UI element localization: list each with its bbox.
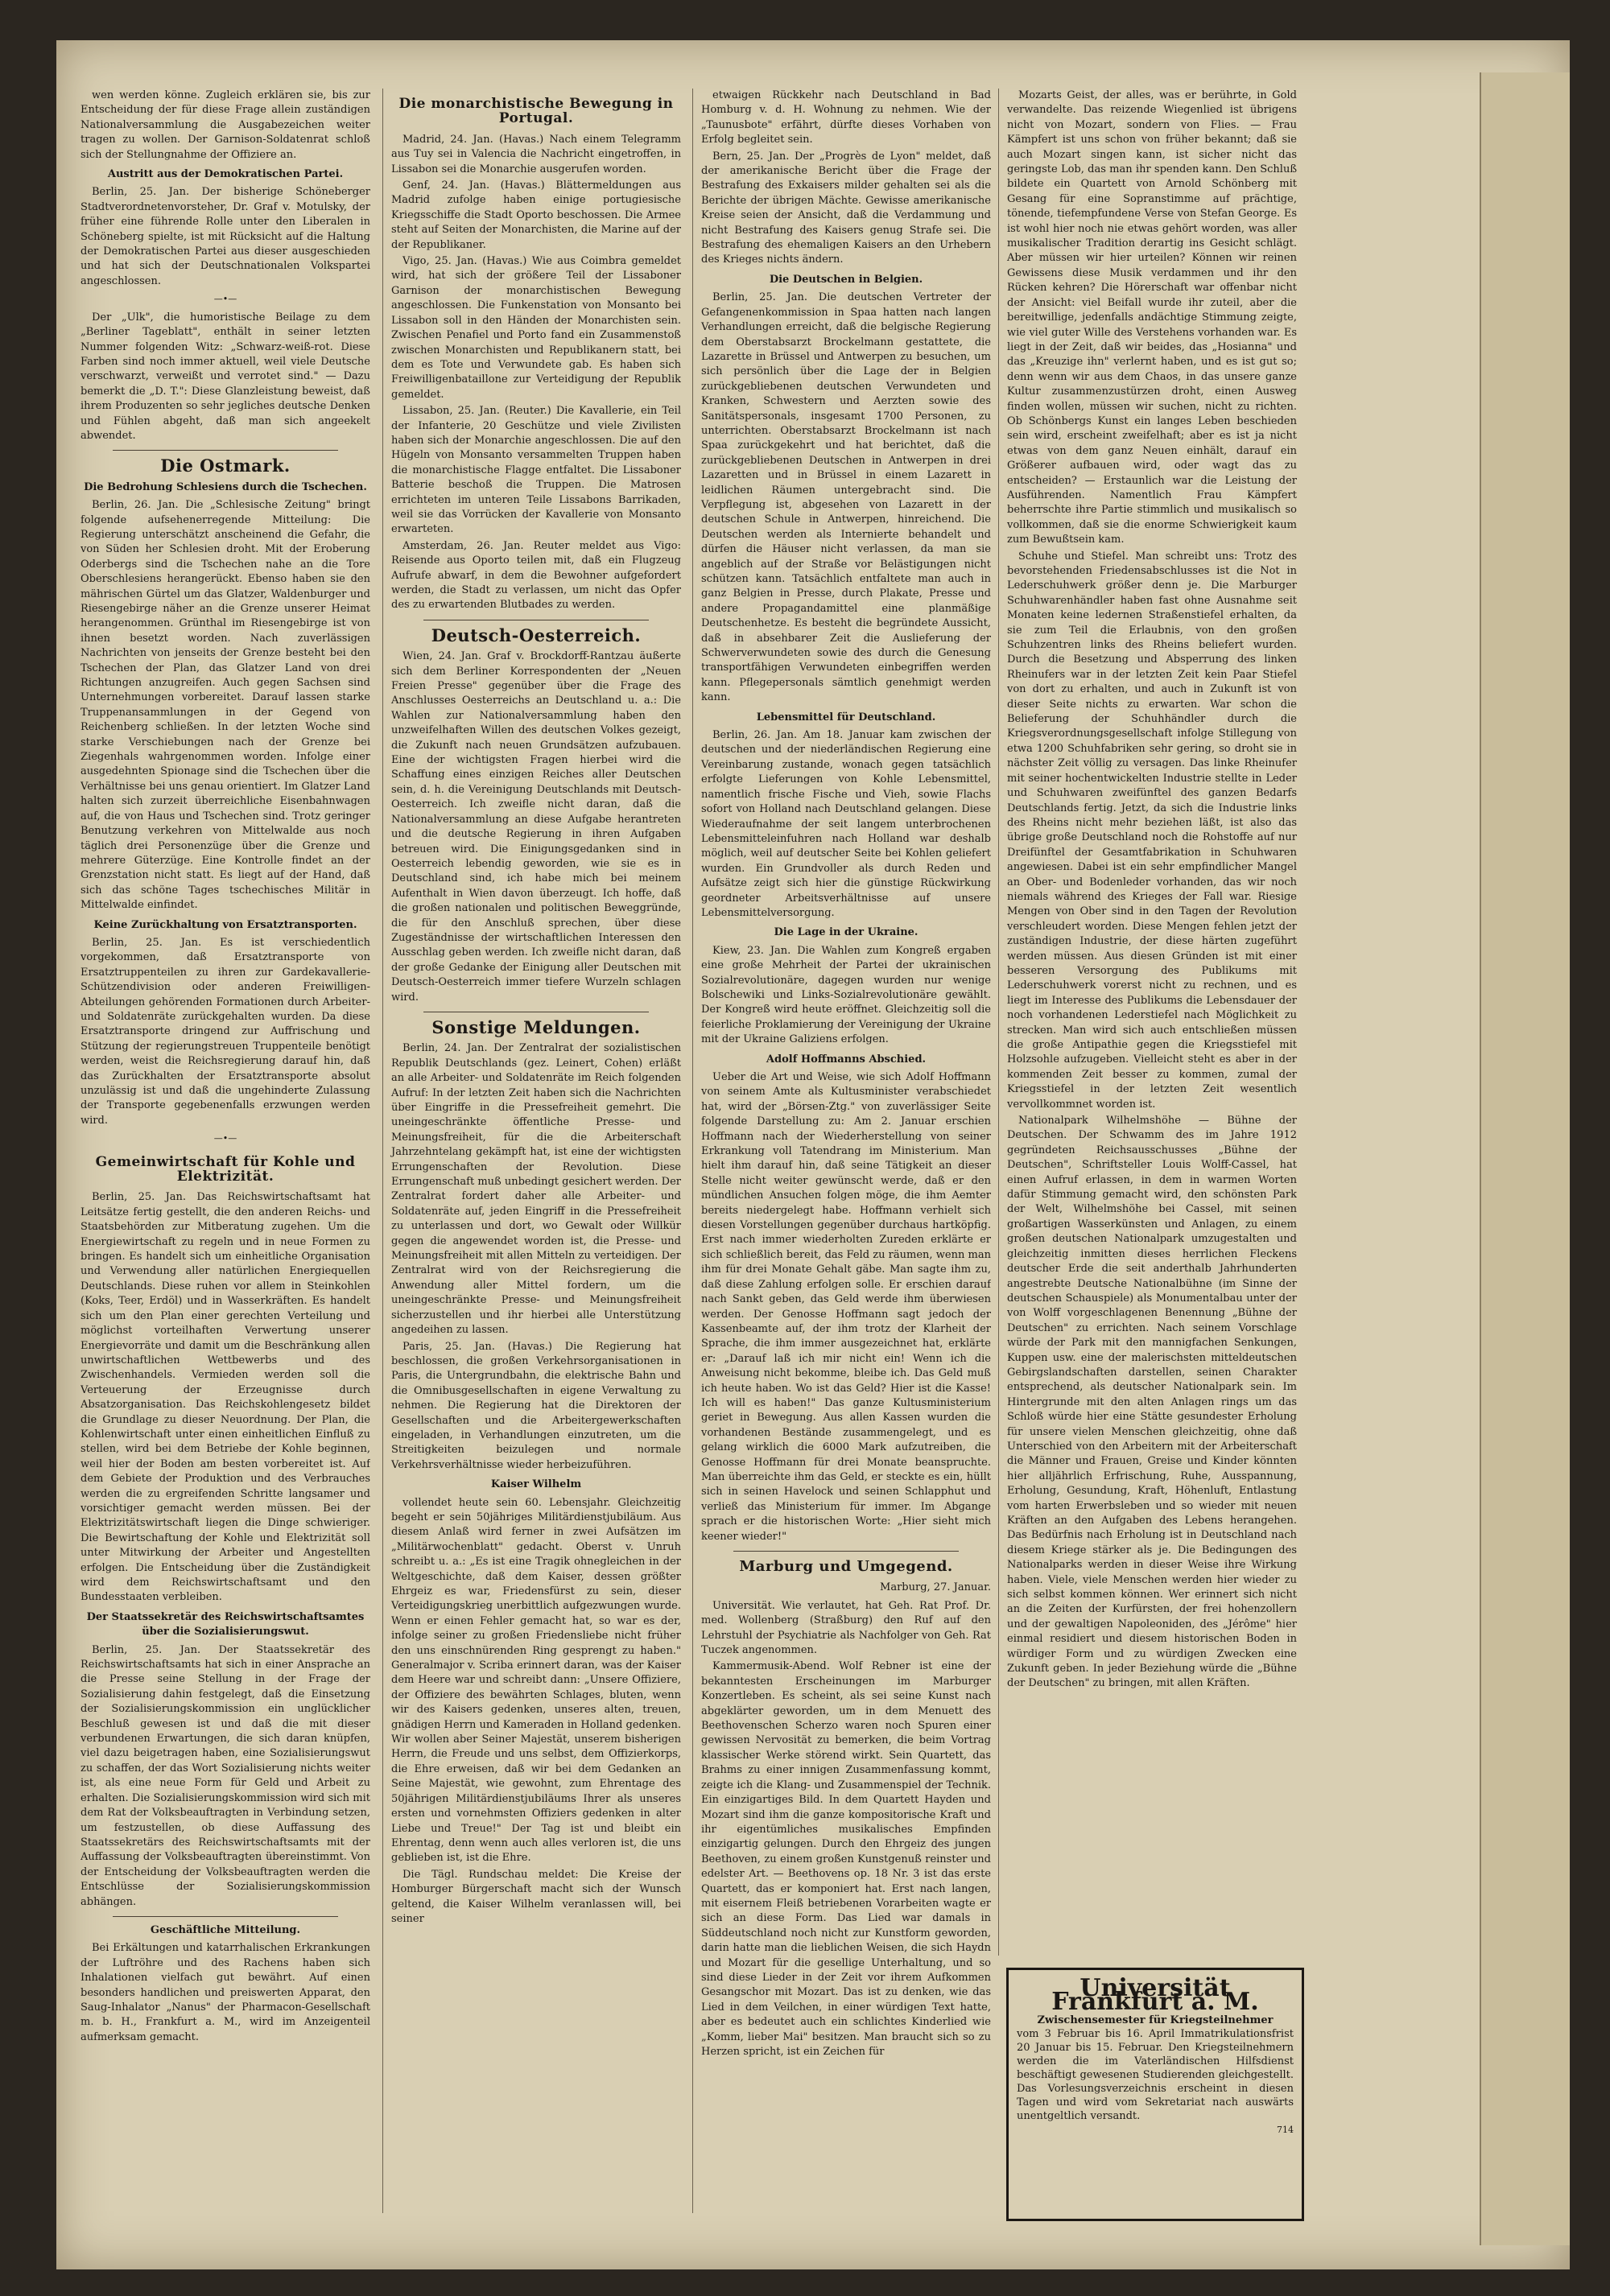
paragraph: Paris, 25. Jan. (Havas.) Die Regierung hat beschlossen, die großen Verkehrsorganisationen in Paris, die Untergrundbahn, die elektrische Bahn und die Omnibusgesellschaften in eigene Verwaltung zu nehmen. Die Regierung hat die Direktoren der Gesellschaften und die Arbeitergewerkschaften eingeladen, in Verhandlungen einzutreten, um die Streitigkeiten beizulegen und normale Verkehrsverhältnisse wieder herbeizuführen. — [391, 1340, 681, 1471]
dateline: Marburg, 27. Januar. — [880, 1581, 991, 1594]
section-heading: Gemeinwirtschaft für Kohle und Elektrizität. — [95, 1153, 356, 1185]
section-heading: Marburg und Umgegend. — [739, 1558, 953, 1575]
paragraph: Der „Ulk", die humoristische Beilage zu dem „Berliner Tageblatt", enthält in seiner letzten Nummer folgenden Witz: „Schwarz-weiß-rot. Diese Farben sind noch immer aktuell, weil viele Deutsche verschwarzt, verweißt und verrotet sind." — Dazu bemerkt die „D. T.": Diese Glanzleistung beweist, daß ihrem Produzenten so sehr jegliches deutsche Denken und Fühlen abgeht, daß man sich angeekelt abwendet. — [80, 311, 370, 442]
rule — [733, 1551, 959, 1552]
newspaper-page — [56, 40, 1570, 2269]
separator-star: —•— — [213, 1133, 237, 1144]
ad-body: vom 3 Februar bis 16. April Immatrikulationsfrist 20 Januar bis 15. Februar. Den Kriegsteilnehmern werden die im Vaterländischen Hilfsdienst beschäftigt gewesenen Studierenden gleichgestellt. Das Vorlesungsverzeichnis erscheint in diesen Tagen und wird vom Sekretariat nach auswärts unentgeltlich versandt. — [1017, 2028, 1294, 2122]
subheading: Adolf Hoffmanns Abschied. — [766, 1053, 927, 1066]
rule — [113, 1916, 338, 1917]
paragraph: Wien, 24. Jan. Graf v. Brockdorff-Rantzau äußerte sich dem Berliner Korrespondenten der „Neuen Freien Presse" gegenüber über die Frage des Anschlusses Oesterreichs an Deutschland u. a.: Die Wahlen zur Nationalversammlung haben den unzweifelhaften Willen des deutschen Volkes gezeigt, die Zukunft nach neuen Grundsätzen aufzubauen. Eine der wichtigsten Fragen hierbei wird die Schaffung eines einzigen Reiches aller Deutschen sein, d. h. die Vereinigung Deutschlands mit Deutsch-Oesterreich. Ich zweifle nicht daran, daß die Nationalversammlung an diese Aufgabe herantreten und die deutsche Regierung in ihren Aufgaben betreuen wird. Die Einigungsgedanken sind in Oesterreich lebendig geworden, wie sie es in Deutschland sind, ich habe mich bei meinem Aufenthalt in Wien davon überzeugt. Ich hoffe, daß die großen nationalen und politischen Beweggründe, die für den Anschluß sprechen, über diese Zugeständnisse der wirtschaftlichen Interessen den Ausschlag geben werden. Ich zweifle nicht daran, daß der große Gedanke der Einigung aller Deutschen mit Deutsch-Oesterreich immer tiefere Wurzeln schlagen wird. — [391, 650, 681, 1004]
subheading: Lebensmittel für Deutschland. — [756, 711, 936, 723]
column-4 — [998, 89, 1297, 1956]
paragraph: Vigo, 25. Jan. (Havas.) Wie aus Coimbra gemeldet wird, hat sich der größere Teil der Lissaboner Garnison der monarchistischen Bewegung angeschlossen. Die Funkenstation von Monsanto bei Lissabon soll in den Händen der Monarchisten sein. Zwischen Penafiel und Porto fand ein Zusammenstoß zwischen Monarchisten und Republikanern statt, bei dem es Tote und Verwundete gab. Es haben sich Freiwilligenbataillone zur Verteidigung der Republik gemeldet. — [391, 255, 681, 401]
paragraph: Berlin, 25. Jan. Der bisherige Schöneberger Stadtverordnetenvorsteher, Dr. Graf v. Motulsky, der früher eine führende Rolle unter den Liberalen in Schöneberg spielte, ist mit Rücksicht auf die Haltung der Demokratischen Partei aus dieser ausgeschieden und hat sich der Deutschnationalen Volkspartei angeschlossen. — [80, 186, 370, 287]
separator-star: —•— — [213, 294, 237, 305]
paragraph: Mozarts Geist, der alles, was er berührte, in Gold verwandelte. Das reizende Wiegenlied ist übrigens nicht von Mozart, sondern von Flies. — Frau Kämpfert ist uns schon von früher bekannt; daß sie auch Mozart singen kann, ist sicher nicht das geringste Lob, das man ihr spenden kann. Den Schluß bildete ein Quartett von Arnold Schönberg mit Gesang für eine Sopranstimme auf prächtige, tönende, tiefempfundene Verse von Stefan George. Es ist wohl hier noch nie etwas gehört worden, was aller musikalischer Tradition derartig ins Gesicht schlägt. Aber müssen wir hier urteilen? Können wir reinen Gewissens diese Musik verdammen und ihr den Rücken kehren? Die Hörerschaft war offenbar nicht der Ansicht: viel Beifall wurde ihr zuteil, aber die bereitwillige, jedenfalls andächtige Stimmung zeigte, wie viel guter Wille des Verstehens vorhanden war. Es liegt in der Zeit, daß wir beides, das „Hosianna" und das „Kreuzige ihn" verlernt haben, und es ist gut so; denn wenn wir aus dem Chaos, in das unsere ganze Kultur zusammenzustürzen droht, einen Ausweg finden wollen, müssen wir suchen, nicht zu richten. Ob Schönbergs Kunst ein langes Leben beschieden sein wird, erscheint zweifelhaft; aber es ist ja nicht etwas von dem ganz Neuen einhält, darauf ein Größerer aufbauen wird, oder wagt das zu entscheiden? — Erstaunlich war die Leistung der Ausführenden. Namentlich Frau Kämpfert beherrschte ihre Partie stimmlich und musikalisch so vollkommen, daß sie die enorme Schwierigkeit kaum zum Bewußtsein kam. — [1007, 89, 1297, 546]
paragraph: Genf, 24. Jan. (Havas.) Blättermeldungen aus Madrid zufolge haben einige portugiesische Kriegsschiffe die Stadt Oporto beschossen. Die Armee steht auf Seiten der Monarchisten, die Marine auf der der Republikaner. — [391, 179, 681, 251]
subheading: Die Lage in der Ukraine. — [774, 926, 919, 939]
subheading: Die Deutschen in Belgien. — [769, 273, 923, 286]
paragraph: Bei Erkältungen und katarrhalischen Erkrankungen der Luftröhre und des Rachens haben sich Inhalationen vielfach gut bewährt. Auf einen besonders handlichen und preiswerten Apparat, den Saug-Inhalator „Nanus" der Pharmacon-Gesellschaft m. b. H., Frankfurt a. M., wird im Anzeigenteil aufmerksam gemacht. — [80, 1942, 370, 2043]
paragraph: Bern, 25. Jan. Der „Progrès de Lyon" meldet, daß der amerikanische Bericht über die Frage der Bestrafung des Exkaisers milder gehalten sei als die Berichte der übrigen Mächte. Gewisse amerikanische Kreise seien der Ansicht, daß die Verdammung und nicht Bestrafung des Kaisers genug Strafe sei. Die Bestrafung des ehemaligen Kaisers an den Urhebern des Krieges nichts ändern. — [701, 150, 991, 266]
advertisement-box — [1006, 1968, 1304, 2221]
section-heading: Die Ostmark. — [160, 455, 291, 476]
section-heading: Sonstige Meldungen. — [431, 1016, 641, 1037]
column-1 — [80, 89, 370, 2213]
paragraph: Schuhe und Stiefel. Man schreibt uns: Trotz des bevorstehenden Friedensabschlusses ist die Not in Lederschuhwerk größer denn je. Die Marburger Schuhwarenhändler haben fast ohne Ausnahme seit Monaten keine ledernen Straßenstiefel erhalten, da sie zum Teil die Erlaubnis, von den großen Schuhzentren links des Rheins beliefert wurden. Durch die Besetzung und Absperrung des linken Rheinufers war in der letzten Zeit kein Paar Stiefel von dort zu erhalten, und auch in Zukunft ist von dieser Seite nichts zu erwarten. War schon die Belieferung der Schuhhändler durch die Kriegsverordnungsgesellschaft infolge Stillegung von etwa 1200 Schuhfabriken sehr gering, so droht sie in nächster Zeit völlig zu versagen. Das linke Rheinufer mit seiner hochentwickelten Industrie stellte in Leder und Schuhwaren zweifünftel des ganzen Bedarfs Deutschlands fertig. Jetzt, da sich die Industrie links des Rheins nicht mehr beziehen läßt, ist also das übrige große Deutschland noch die Rohstoffe auf nur Dreifünftel der Gesamtfabrikation in Schuhwaren angewiesen. Dabei ist ein sehr empfindlicher Mangel an Ober- und Bodenleder vorhanden, das wir noch niemals während des Krieges der Fall war. Riesige Mengen von Ober sind in den Tagen der Revolution verschleudert worden. Diese Mengen fehlen jetzt der zuständigen Industrie, der diese härten zugeführt werden müssen. Aus diesen Gründen ist mit einer besseren Versorgung des Publikums mit Lederschuhwerk vorerst nicht zu rechnen, und es liegt im Interesse des Publikums die Lebensdauer der noch vorhandenen Lederstiefel nach Möglichkeit zu strecken. Man wird sich auch entschließen müssen die große Antipathie gegen die Kriegsstiefel mit Holzsohle aufzugeben. Vielleicht steht es aber in der kommenden Zeit besser zu kommen, zumal der Kriegsstiefel in der letzten Zeit wesentlich vervollkommnet worden ist. — [1007, 550, 1297, 1111]
paragraph: vollendet heute sein 60. Lebensjahr. Gleichzeitig begeht er sein 50jähriges Militärdienstjubiläum. Aus diesem Anlaß wird ferner in zwei Aufsätzen im „Militärwochenblatt" gedacht. Oberst v. Unruh schreibt u. a.: „Es ist eine Tragik ohnegleichen in der Weltgeschichte, daß dem Kaiser, dessen größter Ehrgeiz es war, Friedensfürst zu sein, dieser Verteidigungskrieg unerbittlich aufgezwungen wurde. Wenn er einen Fehler gemacht hat, so war es der, infolge seiner zu großen Friedensliebe nicht früher den uns einschnürenden Ring gesprengt zu haben." Generalmajor v. Scriba erinnert daran, was der Kaiser dem Heere war und schreibt dann: „Unsere Offiziere, der Offiziere des bewährten Schlages, bluten, wenn wir des Kaisers gedenken, unseres alten, treuen, gnädigen Herrn und Kameraden in Holland gedenken. Wir wollen aber Seiner Majestät, unserem bisherigen Herrn, die Freude und uns selbst, dem Offizierkorps, die Ehre erweisen, daß wir bei dem Gedanken an Seine Majestät, wie gewohnt, zum Ehrentage des 50jährigen Militärdienstjubiläums Ihrer als unseres ersten und vornehmsten Offiziers gedenken in alter Liebe und Treue!" Der Tag ist und bleibt ein Ehrentag, denn wenn auch alles verloren ist, die uns geblieben ist, ist die Ehre. — [391, 1496, 681, 1865]
section-heading: Die monarchistische Bewegung in Portugal. — [398, 96, 674, 127]
paragraph: Universität. Wie verlautet, hat Geh. Rat Prof. Dr. med. Wollenberg (Straßburg) den Ruf auf den Lehrstuhl der Psychiatrie als Nachfolger von Geh. Rat Tuczek angenommen. — [701, 1599, 991, 1657]
subheading: Austritt aus der Demokratischen Partei. — [107, 168, 344, 181]
ad-number: 714 — [1277, 2125, 1294, 2135]
subheading: Geschäftliche Mitteilung. — [150, 1923, 301, 1936]
adjacent-page-edge — [1480, 72, 1570, 2245]
ad-subtitle: Zwischensemester für Kriegsteilnehmer — [1037, 2014, 1274, 2026]
paragraph: Nationalpark Wilhelmshöhe — Bühne der Deutschen. Der Schwamm des im Jahre 1912 gegründeten Reichsausschusses „Bühne der Deutschen", Schriftsteller Louis Wolff-Cassel, hat einen Aufruf erlassen, in dem in warmen Worten dafür Stimmung gemacht wird, den schönsten Park der Welt, Wilhelmshöhe bei Cassel, mit seinen großartigen Wasserkünsten und Anlagen, zu einem großen deutschen Nationalpark umzugestalten und gleichzeitig inmitten dieses herrlichen Fleckens deutscher Erde die seit anderthalb Jahrhunderten angestrebte Deutsche Nationalbühne (im Sinne der deutschen Schauspiele) als Monumentalbau unter der von Wolff vorgeschlagenen Benennung „Bühne der Deutschen" zu errichten. Nach seinem Vorschlage würde der Park mit den mannigfachen Senkungen, Kuppen usw. eine der malerischsten mitteldeutschen Gebirgslandschaften darstellen, seinen Charakter entsprechend, als deutscher Nationalpark sein. Im Hintergrunde mit den alten Anlagen rings um das Schloß würde hier eine Stätte gesundester Erholung für unsere vielen Menschen gleichzeitig, ohne daß Unterschied von den Arbeitern mit der Arbeiterschaft die Männer und Frauen, Greise und Kinder könnten hier alljährlich Erfrischung, Ruhe, Ausspannung, Erholung, Gesundung, Kraft, Höhenluft, Entlastung vom harten Erwerbsleben und so wieder mit neuen Kräften an den Aufgaben des Lebens herangehen. Das Bedürfnis nach Erholung ist in Deutschland nach diesem Kriege stärker als je. Die Bedingungen des Nationalparks werden in dieser Weise ihre Wirkung haben. Viele, viele Menschen werden hier wieder zu sich selbst kommen können. Wer erinnert sich nicht an die Zeiten der Kurfürsten, der frei hohenzollern und der gewaltigen Napoleoniden, des „Jérôme" hier einmal residiert und diesem historischen Boden in würdiger Form und zu würdigen Zwecken eine Zukunft geben. In jeder Beziehung würde die „Bühne der Deutschen" zu bringen, mit allen Kräften. — [1007, 1115, 1297, 1690]
paragraph: Ueber die Art und Weise, wie sich Adolf Hoffmann von seinem Amte als Kultusminister verabschiedet hat, wird der „Börsen-Ztg." von zuverlässiger Seite folgende Darstellung zu: Am 2. Januar erschien Hoffmann nach der Wiederherstellung von seiner Erkrankung voll Tatendrang im Ministerium. Man hielt ihm darauf hin, daß seine Tätigkeit an dieser Stelle nicht weiter gewünscht werde, daß er den mündlichen Ansuchen folgen möge, die ihm Aemter bereits niedergelegt habe. Hoffmann verhielt sich diesen Vorstellungen gegenüber durchaus hartköpfig. Erst nach immer wiederholten Zureden erklärte er sich schließlich bereit, das Feld zu räumen, wenn man ihm für drei Monate Gehalt gäbe. Man sagte ihm zu, daß diese Zahlung erfolgen solle. Er erschien darauf nach Sankt geben, das Geld werde ihm überwiesen werden. Der Genosse Hoffmann sagt jedoch der Kassenbeamte auf, der ihm trotz der Klarheit der Sprache, die ihm immer ausgezeichnet hat, erklärte er: „Darauf laß ich mir nicht ein! Wenn ich die Anweisung nicht bekomme, bleibe ich. Das Geld muß ich heute haben. Wo ist das Geld? Hier ist die Kasse! Ich will es haben!" Das ganze Kultusministerium geriet in Bewegung. Aus allen Kassen wurden die vorhandenen Bestände zusammengelegt, und es gelang wirklich die 6000 Mark aufzutreiben, die Genosse Hoffmann für drei Monate beanspruchte. Man überreichte ihm das Geld, er steckte es ein, hüllt sich in seinen Havelock und seinen Schlapphut und verließ das Ministerium für immer. Im Abgange sprach er die historischen Worte: „Hier sieht mich keener wieder!" — [701, 1071, 991, 1543]
paragraph: Kammermusik-Abend. Wolf Rebner ist eine der bekanntesten Erscheinungen im Marburger Konzertleben. Es scheint, als sei seine Kunst nach abgeklärter geworden, um in dem Menuett des Beethovenschen Scherzo waren noch Spuren einer gewissen Nervosität zu bemerken, die beim Vortrag klassischer Werke störend wirkt. Sein Quartett, das Brahms zu einer innigen Zusammenfassung kommt, zeigte ich die Klang- und Zusammenspiel der Technik. Ein einzigartiges Bild. In dem Quartett Hayden und Mozart sind ihm die ganze kompositorische Kraft und ihr eigentümliches musikalisches Empfinden einzigartig gelungen. Durch den Ehrgeiz des jungen Beethoven, zu einem großen Kunstgenuß reinster und edelster Art. — Beethovens op. 18 Nr. 3 ist das erste Quartett, das er komponiert hat. Erst nach langen, mit eisernem Fleiß betriebenen Vorarbeiten wagte er sich an diese Form. Das Lied war damals in Süddeutschland noch nicht zur Kunstform geworden, darin hatte man die lieblichen Weisen, die sich Haydn und Mozart für die gesellige Unterhaltung, und so sind diese Lieder in der Zeit vor ihrem Aufkommen Gesangschor mit Mozart. Das ist zu denken, wie das Lied in dem Veilchen, in einer würdigen Text hatte, aber es bedeutet auch ein schlichtes Kinderlied wie „Komm, lieber Mai" besitzen. Man braucht sich so zu Herzen spricht, ist ein Zeichen für — [701, 1660, 991, 2058]
paragraph: Berlin, 26. Jan. Die „Schlesische Zeitung" bringt folgende aufsehenerregende Mitteilung: Die Regierung unterschätzt anscheinend die Gefahr, die von Süden her Schlesien droht. Mit der Eroberung Oderbergs sind die Tschechen nahe an die Tore Oberschlesiens herangerückt. Ebenso haben sie den mährischen Gürtel um das Glatzer, Waldenburger und Riesengebirge näher an die Grenze unserer Heimat herangenommen. Grünthal im Riesengebirge ist von ihnen besetzt worden. Nach zuverlässigen Nachrichten von jenseits der Grenze besteht bei den Tschechen der Plan, das Glatzer Land von drei Richtungen anzugreifen. Auch gegen Sachsen sind Unternehmungen vorbereitet. Darauf lassen starke Truppenansammlungen in der Gegend von Reichenberg schließen. In der letzten Woche sind starke Verschiebungen nach der Grenze bei Ziegenhals wahrgenommen worden. Infolge einer ausgedehnten Spionage sind die Tschechen über die Verhältnisse bei uns genau orientiert. Im Glatzer Land halten sich zurzeit überreichliche Eisenbahnwagen auf, die von Haus und Tschechen sind. Trotz geringer Benutzung verkehren von Mittelwalde aus noch täglich drei Personenzüge über die Grenze und mehrere Güterzüge. Eine Kontrolle findet an der Grenzstation nicht statt. Es liegt auf der Hand, daß sich das schöne Tages tschechisches Militär in Mittelwalde einfindet. — [80, 499, 370, 912]
rule — [113, 450, 338, 451]
column-2 — [382, 89, 681, 2213]
paragraph: Amsterdam, 26. Jan. Reuter meldet aus Vigo: Reisende aus Oporto teilen mit, daß ein Flugzeug Aufrufe abwarf, in dem die Bewohner aufgefordert werden, die Stadt zu verlassen, um nicht das Opfer des zu erwartenden Blutbades zu werden. — [391, 539, 681, 612]
subheading: Keine Zurückhaltung von Ersatztransporten. — [93, 918, 357, 931]
paragraph: Kiew, 23. Jan. Die Wahlen zum Kongreß ergaben eine große Mehrheit der Partei der ukrainischen Sozialrevolutionäre, dagegen wurden nur wenige Bolschewiki und Links-Sozialrevolutionäre gewählt. Der Kongreß wird heute eröffnet. Gleichzeitig soll die feierliche Proklamierung der Vereinigung der Ukraine mit der Ukraine Galiziens erfolgen. — [701, 944, 991, 1046]
paragraph: Madrid, 24. Jan. (Havas.) Nach einem Telegramm aus Tuy sei in Valencia die Nachricht eingetroffen, in Lissabon sei die Monarchie ausgerufen worden. — [391, 133, 681, 175]
subheading: Kaiser Wilhelm — [490, 1478, 582, 1491]
paragraph: Berlin, 25. Jan. Die deutschen Vertreter der Gefangenenkommission in Spaa hatten nach langen Verhandlungen erreicht, daß die belgische Regierung dem Oberstabsarzt Brockelmann gestattete, die Lazarette in Brüssel und Antwerpen zu besuchen, um sich persönlich über die Lage der in Belgien zurückgebliebenen deutschen Verwundeten und Kranken, Schwestern und Aerzten sowie des Sanitätspersonals, insgesamt 1700 Personen, zu unterrichten. Oberstabsarzt Brockelmann ist nach Spaa zurückgekehrt und hat berichtet, daß die zurückgebliebenen Deutschen in Antwerpen in drei Lazaretten und in Brüssel in einem Lazarett in leidlichen Räumen untergebracht sind. Die Verpflegung ist, abgesehen von Lazarett in der deutschen Schule in Antwerpen, hinreichend. Die Deutschen werden als Internierte behandelt und dürfen die Häuser nicht verlassen, da man sie angeblich auf der Straße vor Belästigungen nicht schützen kann. Tatsächlich entfaltete man auch in ganz Belgien in Presse, durch Plakate, Presse und andere Propagandamittel eine planmäßige Deutschenhetze. Es besteht die begründete Aussicht, daß in absehbarer Zeit die Auslieferung der Schwerverwundeten sowie des durch die Genesung transportfähigen Verwundeten einbegriffen werden kann. Pflegepersonals sämtlich genehmigt werden kann. — [701, 291, 991, 704]
ad-title: Universität Frankfurt a. M. — [1051, 1974, 1259, 2016]
paragraph: wen werden könne. Zugleich erklären sie, bis zur Entscheidung der für diese Frage allein zuständigen Nationalversammlung die Ausgabezeichen weiter tragen zu wollen. Der Garnison-Soldatenrat schloß sich der Stellungnahme der Offiziere an. — [80, 89, 370, 161]
paragraph: Berlin, 26. Jan. Am 18. Januar kam zwischen der deutschen und der niederländischen Regierung eine Vereinbarung zustande, wonach gegen tatsächlich erfolgte Lieferungen von Kohle Lebensmittel, namentlich frische Fische und Vieh, sowie Flachs sofort von Holland nach Deutschland gelangen. Diese Wiederaufnahme der seit langem unterbrochenen Lebensmitteleinfuhren nach Holland war deshalb möglich, weil auf deutscher Seite bei Kohlen geliefert wurden. Ein Grundvoller als durch Reden und Aufsätze zeigt sich hier die günstige Rückwirkung geordneter Arbeitsverhältnisse auf unsere Lebensmittelversorgung. — [701, 729, 991, 919]
paragraph: Lissabon, 25. Jan. (Reuter.) Die Kavallerie, ein Teil der Infanterie, 20 Geschütze und viele Zivilisten haben sich der Monarchie angeschlossen. Die auf den Hügeln von Monsanto versammelten Truppen haben die monarchistische Flagge entfaltet. Die Lissaboner Batterie beschoß die Truppen. Die Matrosen errichteten im unteren Teile Lissabons Barrikaden, weil sie das Vorrücken der Kavallerie von Monsanto erwarteten. — [391, 405, 681, 536]
subheading: Die Bedrohung Schlesiens durch die Tschechen. — [84, 480, 367, 493]
subheading: Der Staatssekretär des Reichswirtschaftsamtes über die Sozialisierungswut. — [86, 1610, 365, 1639]
paragraph: etwaigen Rückkehr nach Deutschland in Bad Homburg v. d. H. Wohnung zu nehmen. Wie der „Taunusbote" erfährt, dürfte dieses Vorhaben von Erfolg begleitet sein. — [701, 89, 991, 146]
paragraph: Berlin, 25. Jan. Es ist verschiedentlich vorgekommen, daß Ersatztransporte von Ersatztruppenteilen zu ihren zur Gardekavallerie-Schützendivision oder anderen Freiwilligen-Abteilungen gehörenden Formationen durch Arbeiter- und Soldatenräte zurückgehalten wurden. Da diese Ersatztransporte dringend zur Auffrischung und Stützung der regierungstreuen Truppenteile benötigt werden, weist die Reichsregierung darauf hin, daß das Zurückhalten der Ersatztransporte absolut unzulässig ist und daß die ungehinderte Zulassung der Transporte gegebenenfalls erzwungen werden wird. — [80, 936, 370, 1127]
column-3 — [692, 89, 991, 2213]
paragraph: Die Tägl. Rundschau meldet: Die Kreise der Homburger Bürgerschaft macht sich der Wunsch geltend, die Kaiser Wilhelm veranlassen will, bei seiner — [391, 1868, 681, 1925]
paragraph: Berlin, 25. Jan. Das Reichswirtschaftsamt hat Leitsätze fertig gestellt, die den anderen Reichs- und Staatsbehörden zur Mitberatung zugehen. Um die Energiewirtschaft zu regeln und in neue Formen zu bringen. Es handelt sich um einheitliche Organisation und Verwendung aller natürlichen Energiequellen Deutschlands. Diese ruhen vor allem in Steinkohlen (Koks, Teer, Erdöl) und in Wasserkräften. Es handelt sich um den Plan einer gerechten Verteilung und möglichst vorteilhaften Verwertung unserer Energievorräte und damit um die Beschränkung allen unwirtschaftlichen Wettbewerbs und des Zwischenhandels. Vermieden werden soll die Verteuerung der Erzeugnisse durch Absatzorganisation. Das Reichskohlengesetz bildet die Grundlage zu dieser Neuordnung. Der Plan, die Kohlenwirtschaft unter einen einheitlichen Einfluß zu stellen, wird bei dem Betriebe der Kohle beginnen, weil hier der Boden am besten vorbereitet ist. Auf dem Gebiete der Produktion und des Verbrauches werden die zu ergreifenden Schritte langsamer und vorsichtiger gemacht werden müssen. Bei der Elektrizitätswirtschaft liegen die Dinge schwieriger. Die Bewirtschaftung der Kohle und Elektrizität soll unter Mitwirkung der Arbeiter und Angestellten erfolgen. Die Entscheidung über die Zuständigkeit wird dem Reichswirtschaftsamt und den Bundesstaaten verbleiben. — [80, 1191, 370, 1604]
section-heading: Deutsch-Oesterreich. — [431, 624, 642, 645]
paragraph: Berlin, 24. Jan. Der Zentralrat der sozialistischen Republik Deutschlands (gez. Leinert, Cohen) erläßt an alle Arbeiter- und Soldatenräte im Reich folgenden Aufruf: In der letzten Zeit haben sich die Nachrichten über Eingriffe in die Pressefreiheit gemehrt. Die uneingeschränkte öffentliche Presse- und Meinungsfreiheit, für die die Arbeiterschaft Jahrzehntelang gekämpft hat, ist eine der wichtigsten Errungenschaften der Revolution. Diese Errungenschaft muß unbedingt gesichert werden. Der Zentralrat fordert daher alle Arbeiter- und Soldatenräte auf, jeden Eingriff in die Pressefreiheit zu unterlassen und dort, wo Gewalt oder Willkür gegen die angewendet worden ist, die Presse- und Meinungsfreiheit mit allen Mitteln zu verteidigen. Der Zentralrat wird von der Reichsregierung die Anwendung aller Mittel fordern, um die uneingeschränkte Presse- und Meinungsfreiheit sicherzustellen und ihr hierbei alle Unterstützung angedeihen zu lassen. — [391, 1042, 681, 1337]
paragraph: Berlin, 25. Jan. Der Staatssekretär des Reichswirtschaftsamts hat sich in einer Ansprache an die Presse seine Stellung in der Frage der Sozialisierung dahin festgelegt, daß die Einsetzung der Sozialisierungskommission ein unglücklicher Beschluß gewesen ist und daß die mit dieser verbundenen Erwartungen, die sich daran knüpfen, viel dazu beigetragen haben, eine Sozialisierungswut zu schaffen, der das Wort Sozialisierung nichts weiter ist, als eine neue Form für Geld und Arbeit zu erhalten. Die Sozialisierungskommission wird sich mit dem Rat der Volksbeauftragten in Verbindung setzen, um festzustellen, ob diese Auffassung des Staatssekretärs des Reichswirtschaftsamts mit der Auffassung der Volksbeauftragten übereinstimmt. Von der Entscheidung der Volksbeauftragten werden die Entschlüsse der Sozialisierungskommission abhängen. — [80, 1643, 370, 1908]
